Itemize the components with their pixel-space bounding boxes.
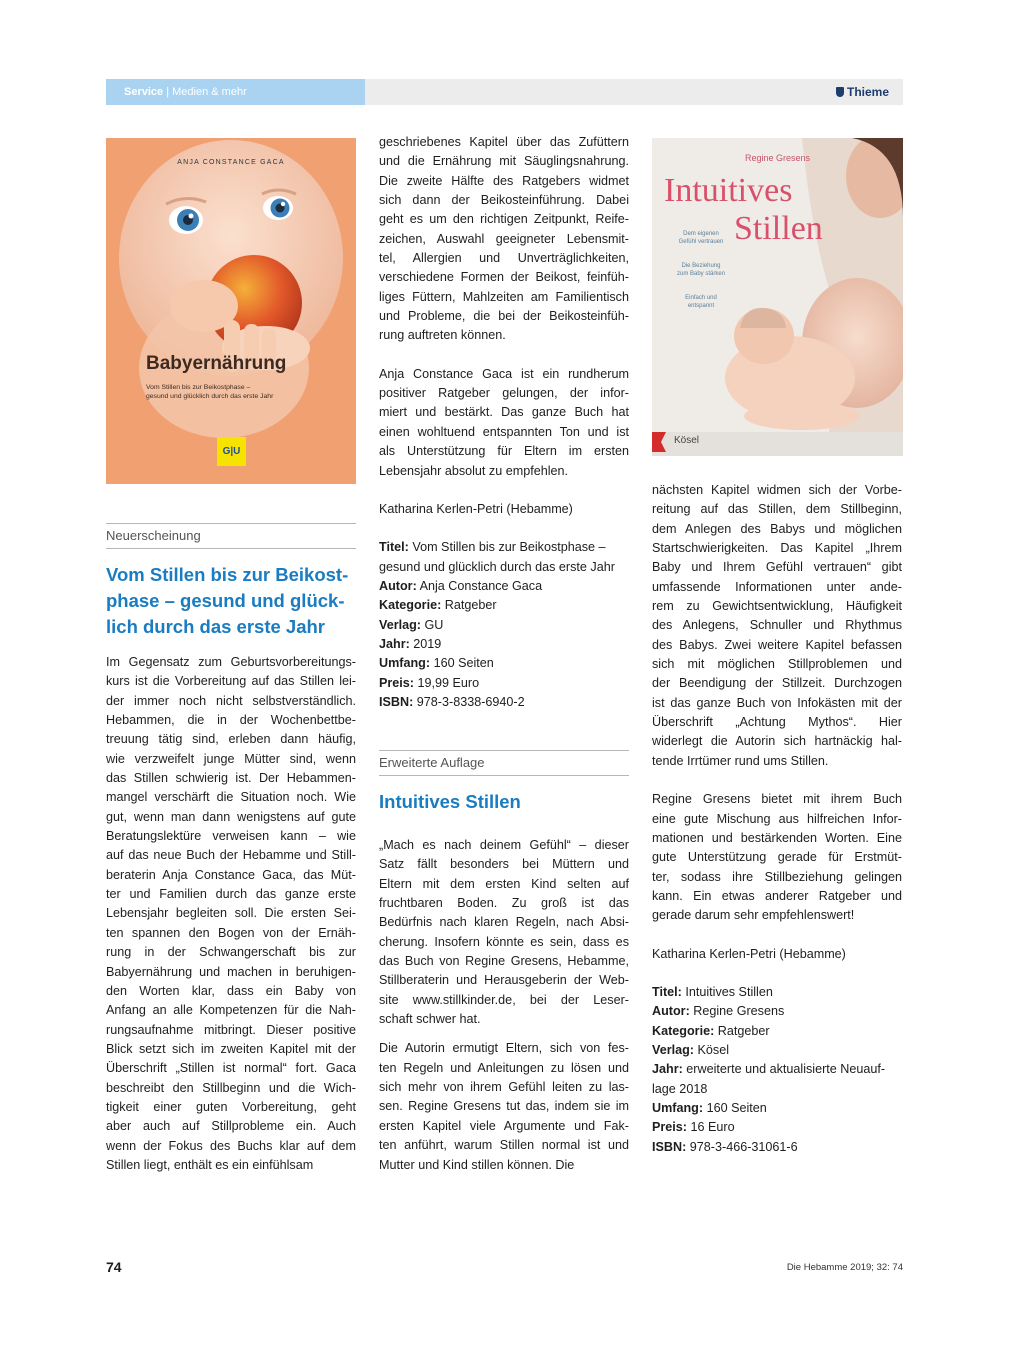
text-line: kurs ist die Vorbereitung auf das Stillen lei- — [106, 674, 356, 689]
meta-key: Verlag: — [379, 617, 421, 632]
paragraph — [379, 836, 629, 1029]
meta-value: Anja Constance Gaca — [419, 578, 543, 593]
text-line: Lebensjahr absolut zu empfehlen. — [379, 463, 569, 478]
text-line: site www.stillkinder.de, bei der Leser- — [379, 992, 629, 1007]
meta-row — [379, 538, 629, 557]
book-meta-1 — [379, 538, 629, 712]
text-line: ten anführt, warum Stillen normal ist und — [379, 1138, 629, 1153]
meta-key: Titel: — [379, 540, 409, 555]
meta-key: ISBN: — [652, 1139, 687, 1154]
shield-icon — [836, 87, 844, 97]
gu-logo: G|U — [217, 437, 246, 466]
tag-line: Einfach und — [685, 295, 717, 301]
meta-value: 160 Seiten — [706, 1100, 767, 1115]
meta-key: Jahr: — [652, 1062, 683, 1077]
meta-row — [379, 693, 629, 712]
text-line: verschiedene Formen der Beikost, feinfüh- — [379, 270, 629, 285]
text-line: Überschrift „Stillen ist normal“ fort. Gaca — [106, 1061, 356, 1076]
cover1-subtitle-2: gesund und glücklich durch das erste Jahr — [146, 393, 274, 400]
text-line: Die Autorin ermutigt Eltern, sich von fes- — [379, 1041, 629, 1056]
meta-value: GU — [424, 617, 444, 632]
article1-headline — [106, 562, 356, 640]
text-line: mangel verschärft die Situation noch. Wie — [106, 790, 356, 805]
meta-value: Ratgeber — [717, 1023, 770, 1038]
text-line: gut, wenn man dann wenigstens auf gute — [106, 809, 356, 824]
text-line: Eltern mit dem ersten Kind selten auf — [379, 876, 629, 891]
section-name: Service — [124, 86, 164, 98]
text-line: wie verzweifelt junge Mütter sind, wenn — [106, 751, 356, 766]
paragraph — [652, 481, 902, 771]
section-separator: | — [166, 86, 170, 98]
cover1-author: ANJA CONSTANCE GACA — [177, 159, 285, 166]
text-line: und die Ernährung mit Säuglingsnahrung. — [379, 154, 629, 169]
article2-headline: Intuitives Stillen — [379, 791, 521, 812]
text-line: gerade darum sehr empfehlenswert! — [652, 908, 855, 923]
meta-value: lage 2018 — [652, 1081, 708, 1096]
text-line: zeichen, Auswahl geeigneter Lebensmit- — [379, 231, 629, 246]
text-line: treuung tätig sind, erleben dann häufig, — [106, 732, 356, 747]
headline-line: phase – gesund und glück- — [106, 590, 345, 611]
text-line: sen. Regine Gresens tut das, indem sie im — [379, 1099, 629, 1114]
cover2-tag-3 — [666, 294, 736, 310]
subsection-name: Medien & mehr — [172, 86, 247, 98]
text-line: nächsten Kapitel widmen sich der Vorbe- — [652, 483, 902, 497]
meta-key: Verlag: — [652, 1042, 694, 1057]
text-line: schaft schwer hat. — [379, 1012, 481, 1027]
text-line: wenn der Fokus des Buchs klar auf dem — [106, 1138, 356, 1153]
text-line: Baby und Ihrem Gefühl vertrauen“ gibt — [652, 560, 902, 575]
meta-value: Ratgeber — [444, 598, 497, 613]
cover2-title-1: Intuitives — [664, 172, 793, 209]
text-line: auf das neue Buch der Hebamme und Still- — [106, 848, 356, 863]
text-line: einen wohltuend entspannten Ton und ist — [379, 424, 629, 439]
text-line: cherung. Insofern könnte es sein, dass es — [379, 934, 629, 949]
text-line: Blick setzt sich im zweiten Kapitel mit der — [106, 1041, 356, 1056]
article1-body-col2 — [379, 133, 629, 712]
meta-key: Umfang: — [379, 656, 431, 671]
book-cover-intuitives-stillen — [652, 138, 903, 456]
meta-row — [379, 635, 629, 654]
text-line: tende Irrtümer rund ums Stillen. — [652, 753, 829, 768]
text-line: Beratungslektüre verweisen kann – wie — [106, 829, 356, 844]
text-line: widerlegt die Autorin sich hartnäckig hal- — [652, 734, 902, 749]
text-line: Startschwierigkeiten. Das Kapitel „Ihrem — [652, 541, 902, 556]
meta-value: erweiterte und aktualisierte Neuauf- — [686, 1062, 886, 1077]
text-line: rem zu Gewichtsentwicklung, Häufigkeit — [652, 599, 902, 614]
meta-value: Regine Gresens — [693, 1004, 785, 1019]
reviewer: Katharina Kerlen-Petri (Hebamme) — [379, 501, 573, 516]
meta-value: Kösel — [697, 1042, 730, 1057]
text-line: Mutter und Kind stillen können. Die — [379, 1157, 575, 1172]
article2-body-col3 — [652, 481, 902, 1157]
meta-row — [652, 1118, 902, 1137]
text-line: geschriebenes Kapitel über das Zufüttern — [379, 135, 629, 149]
tag-line: Gefühl vertrauen — [678, 239, 724, 245]
tag-line: entspannt — [687, 303, 715, 309]
meta-row — [379, 654, 629, 673]
section-label-erweiterte-auflage: Erweiterte Auflage — [379, 750, 629, 776]
tag-line: Dem eigenen — [683, 231, 719, 237]
thieme-logo — [836, 79, 889, 105]
text-line: Überschrift „Achtung Mythos“. Hier — [652, 715, 902, 730]
headline-line: Vom Stillen bis zur Beikost- — [106, 564, 349, 585]
meta-value: Vom Stillen bis zur Beikostphase – — [412, 540, 606, 555]
text-line: Bedürfnis nach klaren Regeln, nach Absi- — [379, 915, 629, 930]
headline-line: lich durch das erste Jahr — [106, 616, 326, 637]
text-line: und Probleme, die bei der Beikosteinfüh- — [379, 309, 629, 324]
text-line: Die zweite Hälfte des Ratgebers widmet — [379, 173, 629, 188]
journal-citation: Die Hebamme 2019; 32: 74 — [786, 1262, 903, 1273]
meta-value: 978-3-466-31061-6 — [689, 1139, 798, 1154]
text-line: umfassende Informationen unter ande- — [652, 579, 902, 594]
text-line: Stillen liegt, enthält es ein einfühlsam — [106, 1157, 314, 1172]
page-number: 74 — [106, 1259, 122, 1275]
text-line: Hebammen, die in der Wochenbettbe- — [106, 713, 356, 728]
meta-row — [652, 1041, 902, 1060]
text-line: fruchtbaren Boden. Zu groß ist das — [379, 896, 629, 911]
text-line: der immer noch nicht selbstverständlich. — [106, 693, 356, 708]
text-line: beraterin Anja Constance Gaca, das Müt- — [106, 867, 356, 882]
text-line: als Unterstützung für Eltern im ersten — [379, 444, 629, 459]
text-line: sich mit möglichen Stillproblemen und — [652, 657, 902, 672]
article1-body-col1 — [106, 653, 356, 1175]
meta-row — [652, 1022, 902, 1041]
baby-eating-illustration — [106, 138, 356, 484]
text-line: den Worten klar, dass ein Baby von — [106, 983, 356, 998]
cover2-title-2: Stillen — [734, 210, 823, 247]
text-line: gute Unterstützung gerade für Erstmüt- — [652, 850, 902, 865]
meta-key: Jahr: — [379, 636, 410, 651]
meta-row — [652, 1099, 902, 1118]
meta-row — [379, 558, 629, 577]
meta-row — [652, 1002, 902, 1021]
meta-key: Umfang: — [652, 1100, 704, 1115]
meta-row — [379, 577, 629, 596]
section-label-neuerscheinung: Neuerscheinung — [106, 523, 356, 549]
text-line: des Babys. Zwei weitere Kapitel befassen — [652, 637, 902, 652]
meta-value: 19,99 Euro — [417, 675, 480, 690]
text-line: eine gute Mischung aus hilfreichen Infor- — [652, 811, 902, 826]
meta-row — [379, 616, 629, 635]
brand-name: Thieme — [846, 85, 889, 99]
meta-row — [652, 1060, 902, 1079]
text-line: Regine Gresens bietet mit ihrem Buch — [652, 792, 902, 807]
text-line: „Mach es nach deinem Gefühl“ – dieser — [379, 838, 629, 852]
meta-row — [379, 596, 629, 615]
publisher-kosel: Kösel — [674, 435, 700, 446]
tag-line: zum Baby stärken — [676, 271, 726, 277]
meta-row — [379, 674, 629, 693]
cover1-subtitle-1: Vom Stillen bis zur Beikostphase – — [146, 384, 251, 391]
text-line: tel, Allergien und Unverträglichkeiten, — [379, 251, 629, 266]
text-line: reitung auf das Stillen, dem Stillbeginn, — [652, 502, 902, 517]
book-meta-2 — [652, 983, 902, 1157]
paragraph — [106, 653, 356, 1175]
text-line: mationen und bestärkenden Worten. Eine — [652, 830, 902, 845]
tag-line: Die Beziehung — [681, 263, 721, 269]
text-line: aber auch auf Stillprobleme ein. Auch — [106, 1119, 356, 1134]
text-line: ter und Familien durch das ganze erste — [106, 887, 356, 902]
text-line: Stillberaterin und Herausgeberin der Web- — [379, 973, 629, 988]
text-line: Anfang an alle Kompetenzen für die Nah- — [106, 1003, 356, 1018]
article2-body-col2 — [379, 836, 629, 1175]
meta-key: Preis: — [379, 675, 415, 690]
paragraph — [652, 790, 902, 925]
text-line: sich dann der Beikosteinführung. Dabei — [379, 193, 629, 208]
meta-key: Autor: — [652, 1004, 690, 1019]
text-line: dem Anlegen des Babys und möglichen — [652, 521, 902, 536]
meta-value: gesund und glücklich durch das erste Jahr — [379, 559, 615, 574]
text-line: kann. Ein etwas anderer Ratgeber und — [652, 888, 902, 903]
text-line: Anja Constance Gaca ist ein rundherum — [379, 366, 629, 381]
text-line: Lebensjahr begleiten soll. Die ersten Sei- — [106, 906, 356, 921]
text-line: rung in der Schwangerschaft bis zur — [106, 945, 356, 960]
text-line: miert und bestärkt. Das ganze Buch hat — [379, 405, 629, 420]
meta-row — [652, 1080, 902, 1099]
text-line: positiver Ratgeber gelungen, der infor- — [379, 386, 629, 401]
meta-key: Preis: — [652, 1120, 688, 1135]
meta-row — [652, 983, 902, 1002]
text-line: Satz fällt besonders bei Müttern und — [379, 857, 629, 872]
cover1-title: Babyernährung — [146, 353, 287, 374]
meta-value: 2019 — [413, 636, 442, 651]
text-line: ter, sodass ihre Stillbeziehung gelingen — [652, 869, 902, 884]
text-line: geht es um den richtigen Zeitpunkt, Reife- — [379, 212, 629, 227]
text-line: rungsaufnahme mitbringt. Dieser positive — [106, 1022, 356, 1037]
text-line: beschreibt den Stillbeginn und die Wich- — [106, 1080, 356, 1095]
meta-row — [652, 1138, 902, 1157]
text-line: ten spannen den Bogen von der Ernäh- — [106, 925, 356, 940]
paragraph — [379, 365, 629, 481]
text-line: liges Füttern, Mahlzeiten am Familientisch — [379, 289, 629, 304]
meta-value: 160 Seiten — [433, 656, 494, 671]
meta-key: ISBN: — [379, 694, 414, 709]
text-line: Babyernährung und machen in beruhigen- — [106, 964, 356, 979]
text-line: ten Regeln und Anleitungen zu lösen und — [379, 1060, 629, 1075]
section-tab — [106, 79, 365, 105]
text-line: das Buch von Regine Gresens, Hebamme, — [379, 954, 629, 969]
meta-value: 16 Euro — [690, 1120, 735, 1135]
text-line: Im Gegensatz zum Geburtsvorbereitungs- — [106, 655, 356, 669]
meta-key: Titel: — [652, 984, 682, 999]
meta-value: Intuitives Stillen — [685, 984, 773, 999]
text-line: rung auftreten können. — [379, 328, 506, 343]
book-cover-babyernaehrung — [106, 138, 356, 484]
cover2-tag-2 — [666, 262, 736, 278]
section-label — [124, 79, 247, 105]
paragraph — [379, 1039, 629, 1174]
meta-value: 978-3-8338-6940-2 — [416, 694, 525, 709]
header-bar — [106, 79, 903, 105]
text-line: ersten Kapitel viele Argumente und Fak- — [379, 1118, 629, 1133]
cover2-tag-1 — [666, 230, 736, 246]
text-line: sich mehr von ihrem Gefühl leiten zu las- — [379, 1080, 629, 1095]
text-line: der Beendigung der Stillzeit. Durchzogen — [652, 676, 902, 691]
text-line: des Anlegens, Schnuller und Rhythmus — [652, 618, 902, 633]
meta-key: Kategorie: — [379, 598, 442, 613]
meta-key: Kategorie: — [652, 1023, 715, 1038]
paragraph — [379, 133, 629, 346]
reviewer: Katharina Kerlen-Petri (Hebamme) — [652, 946, 846, 961]
text-line: tigkeit einer guten Vorbereitung, geht — [106, 1099, 356, 1114]
meta-key: Autor: — [379, 578, 417, 593]
text-line: ist das ganze Buch von Infokästen mit der — [652, 695, 902, 710]
text-line: das Stillen schwierig ist. Der Hebammen- — [106, 771, 356, 786]
cover2-author: Regine Gresens — [744, 153, 811, 163]
